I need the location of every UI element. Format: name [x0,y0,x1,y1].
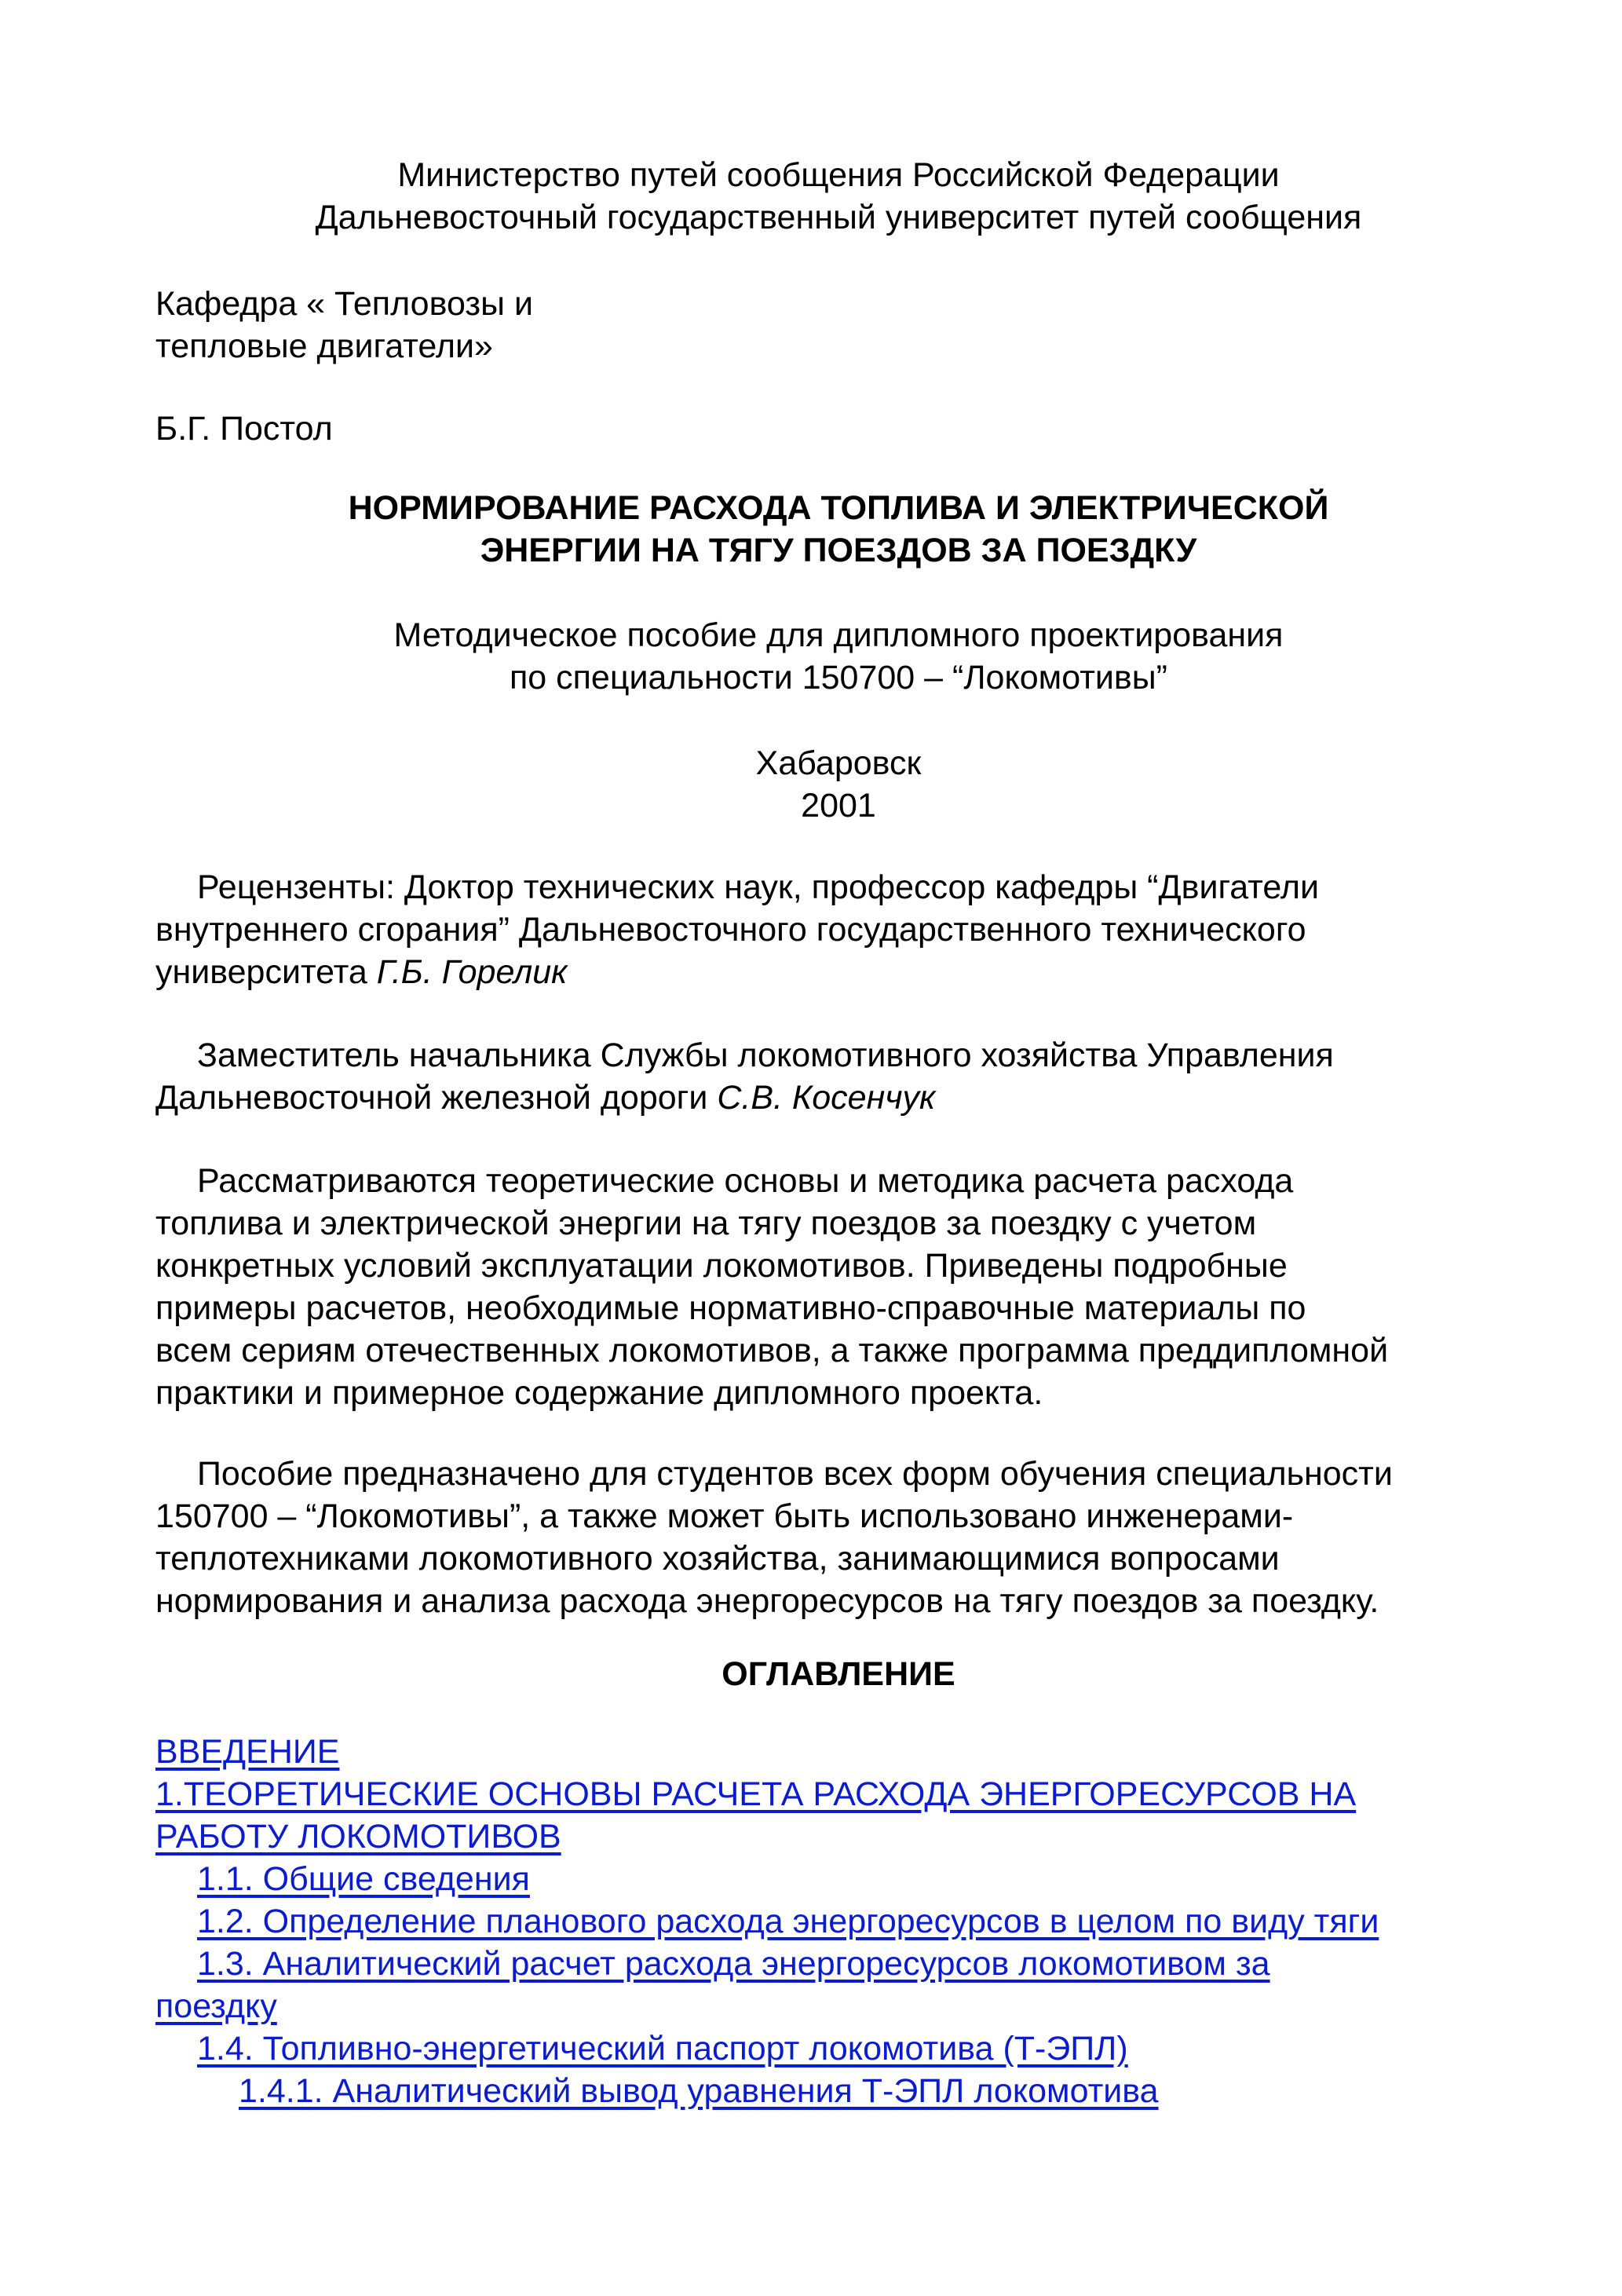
abstract-line-3: конкретных условий эксплуатации локомотивов. Приведены подробные [155,1247,1288,1285]
document-title [155,487,1522,572]
subtitle-line-1: Методическое пособие для дипломного проектирования [393,616,1284,654]
author-name: Б.Г. Постол [155,410,333,448]
reviewer-name: Г.Б. Горелик [376,953,568,991]
toc-section-1-line-2: РАБОТУ ЛОКОМОТИВОВ [155,1818,561,1855]
header-block [155,154,1522,239]
abstract-line-1: Рассматриваются теоретические основы и методика расчета расхода [197,1162,1294,1200]
subtitle-line-2: по специальности 150700 – “Локомотивы” [510,659,1167,696]
author-block [155,408,1522,450]
reviewers-line-3: университета [155,953,377,991]
deputy-line-1: Заместитель начальника Службы локомотивного хозяйства Управления [197,1036,1334,1074]
place: Хабаровск [755,744,922,782]
toc-link-section-1-4-1[interactable]: 1.4.1. Аналитический вывод уравнения Т-ЭПЛ локомотива [239,2072,1159,2110]
reviewers-line-1: Рецензенты: Доктор технических наук, профессор кафедры “Двигатели [197,868,1319,906]
deputy-line-2: Дальневосточной железной дороги [155,1079,718,1117]
abstract-line-4: примеры расчетов, необходимые нормативно-справочные материалы по [155,1289,1306,1327]
university-name: Дальневосточный государственный университет путей сообщения [315,199,1362,236]
purpose-paragraph [155,1453,1522,1622]
deputy-name: С.В. Косенчук [717,1079,936,1117]
toc-link-section-1-4[interactable]: 1.4. Топливно-энергетический паспорт локомотива (Т-ЭПЛ) [197,2030,1128,2067]
deputy-paragraph [155,1034,1522,1119]
toc-link-section-1-1[interactable]: 1.1. Общие сведения [197,1860,530,1898]
place-year-block [155,742,1522,827]
department-block [155,283,1522,367]
purpose-line-4: нормирования и анализа расхода энергоресурсов на тягу поездов за поездку. [155,1582,1379,1620]
toc-section-1-3-line-1: 1.3. Аналитический расчет расхода энергоресурсов локомотивом за [197,1945,1270,1983]
toc-section-1-3-line-2: поездку [155,1987,277,2025]
purpose-line-3: теплотехниками локомотивного хозяйства, занимающимися вопросами [155,1540,1280,1578]
toc-link-introduction[interactable]: ВВЕДЕНИЕ [155,1733,340,1771]
toc-section-1-line-1: 1.ТЕОРЕТИЧЕСКИЕ ОСНОВЫ РАСЧЕТА РАСХОДА ЭНЕРГОРЕСУРСОВ НА [155,1775,1357,1813]
abstract-line-6: практики и примерное содержание дипломного проекта. [155,1374,1043,1412]
purpose-line-2: 150700 – “Локомотивы”, а также может быть использовано инженерами- [155,1497,1294,1535]
toc-link-section-1[interactable] [155,1773,1522,1858]
document-subtitle [155,614,1522,699]
department-line-2: тепловые двигатели» [155,327,493,365]
toc-link-section-1-2[interactable]: 1.2. Определение планового расхода энергоресурсов в целом по виду тяги [197,1903,1379,1940]
department-line-1: Кафедра « Тепловозы и [155,285,533,323]
toc-heading-text: ОГЛАВЛЕНИЕ [721,1655,955,1693]
reviewers-line-2: внутреннего сгорания” Дальневосточного государственного технического [155,911,1306,949]
purpose-line-1: Пособие предназначено для студентов всех форм обучения специальности [197,1455,1393,1493]
abstract-line-5: всем сериям отечественных локомотивов, а также программа преддипломной [155,1332,1389,1369]
year: 2001 [801,787,876,824]
toc-heading [155,1653,1522,1695]
table-of-contents [155,1731,1522,2112]
reviewers-paragraph [155,866,1522,993]
abstract-line-2: топлива и электрической энергии на тягу поездов за поездку с учетом [155,1205,1257,1242]
toc-link-section-1-3[interactable] [155,1943,1522,2027]
abstract-paragraph [155,1160,1522,1414]
title-line-1: НОРМИРОВАНИЕ РАСХОДА ТОПЛИВА И ЭЛЕКТРИЧЕСКОЙ [348,489,1329,527]
title-line-2: ЭНЕРГИИ НА ТЯГУ ПОЕЗДОВ ЗА ПОЕЗДКУ [480,532,1197,569]
ministry-name: Министерство путей сообщения Российской Федерации [397,156,1280,194]
